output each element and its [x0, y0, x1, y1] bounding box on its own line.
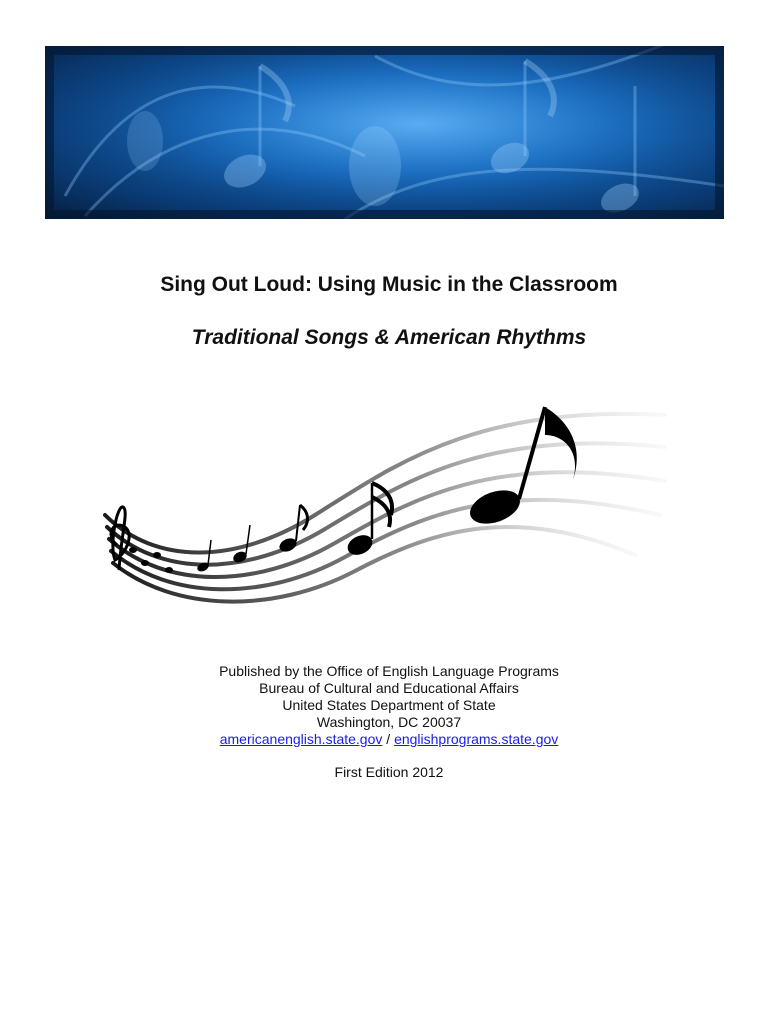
americanenglish-link[interactable]: americanenglish.state.gov: [219, 731, 383, 747]
music-notes-banner-graphic: [45, 46, 724, 219]
englishprograms-link[interactable]: englishprograms.state.gov: [394, 731, 559, 747]
publisher-links: [0, 731, 768, 748]
publisher-line-4: Washington, DC 20037: [316, 714, 462, 730]
publisher-line-1: Published by the Office of English Language Programs: [219, 663, 559, 679]
edition-text: First Edition 2012: [334, 764, 444, 780]
music-staff-illustration: [95, 395, 675, 635]
publisher-info: [0, 663, 768, 781]
link-separator: /: [382, 731, 395, 747]
banner-image: [45, 46, 724, 219]
large-eighth-note-icon: [465, 407, 576, 530]
document-title: Sing Out Loud: Using Music in the Classroom: [160, 273, 618, 296]
publisher-line-3: United States Department of State: [282, 697, 496, 713]
document-subtitle: Traditional Songs & American Rhythms: [191, 326, 587, 349]
publisher-line-2: Bureau of Cultural and Educational Affairs: [259, 680, 519, 696]
music-staff-with-notes-graphic: [95, 395, 675, 635]
